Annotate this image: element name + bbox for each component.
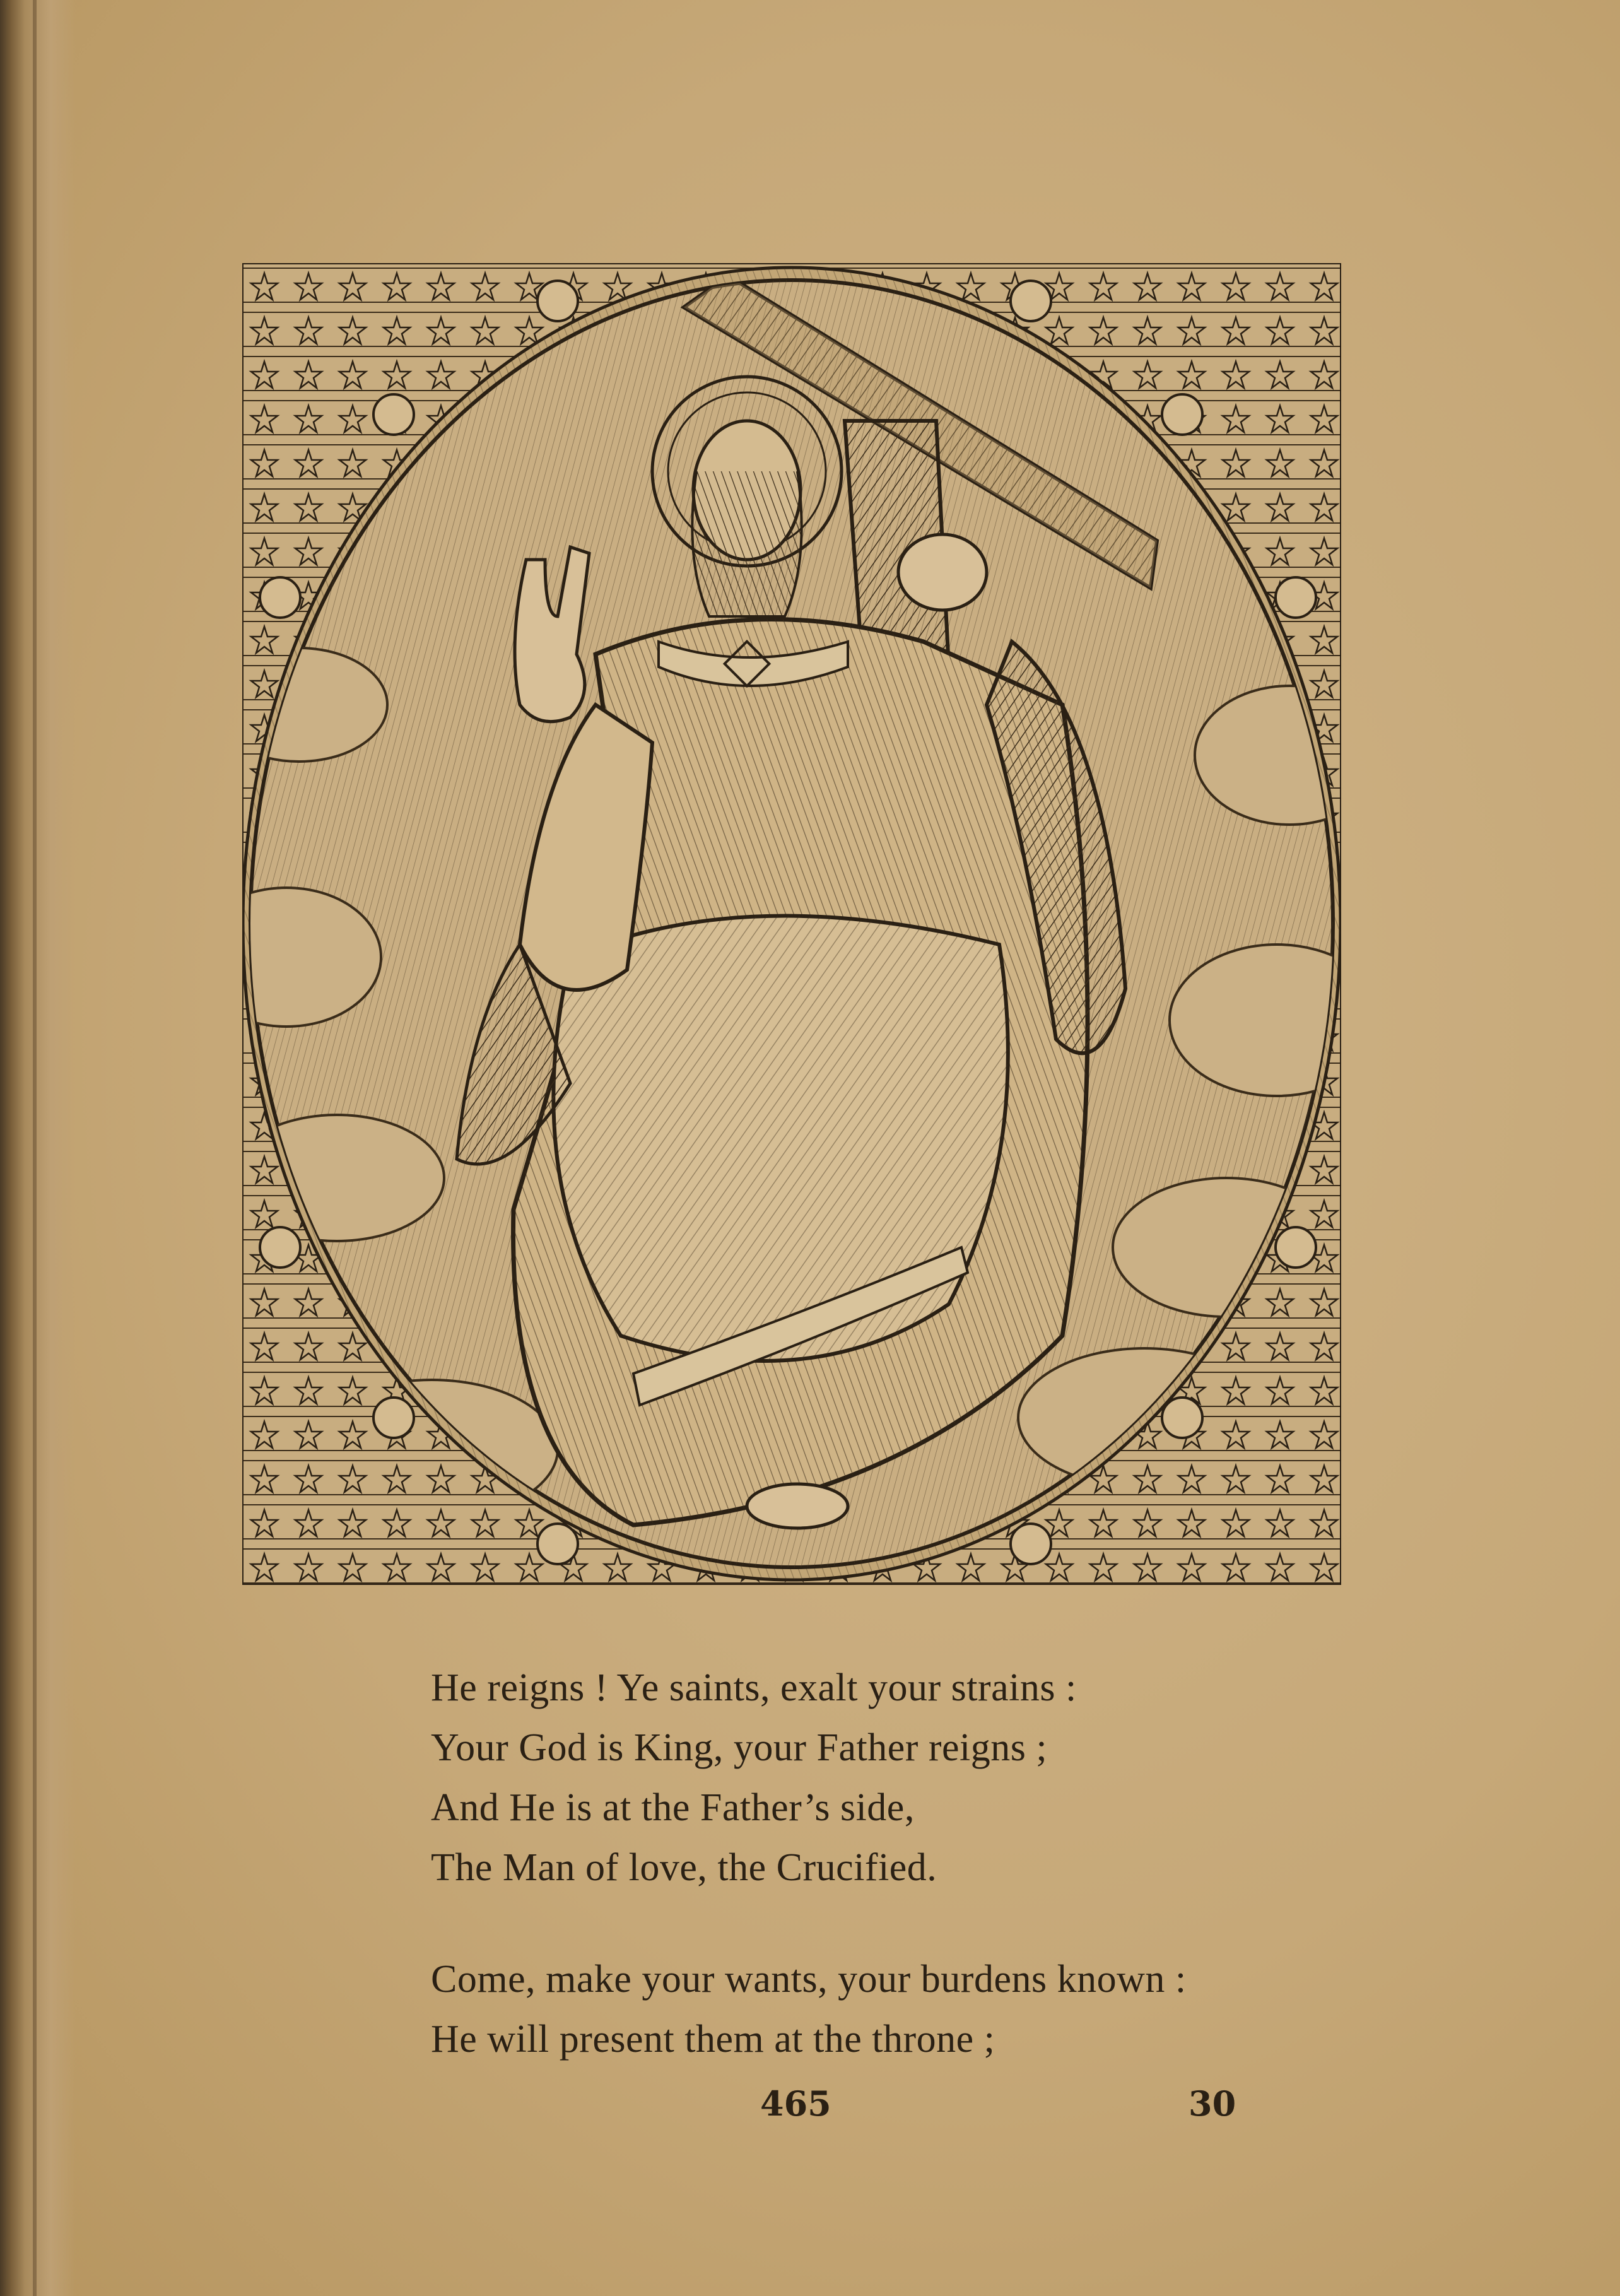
verse-line: Your God is King, your Father reigns ; (431, 1726, 1048, 1769)
verse-stanza-2 (431, 1950, 1314, 2069)
verse-line: He will present them at the throne ; (431, 2018, 995, 2061)
verse-stanza-1 (431, 1658, 1314, 1898)
verse-line: He reigns ! Ye saints, exalt your strains : (431, 1666, 1077, 1709)
verse-line: The Man of love, the Crucified. (431, 1846, 937, 1889)
book-spine-shadow (33, 0, 37, 2296)
verse-line: And He is at the Father’s side, (431, 1786, 915, 1829)
engraving-illustration (242, 263, 1341, 1585)
signature-mark: 30 (1189, 2083, 1236, 2124)
christ-enthroned-icon (242, 263, 1341, 1585)
verse-line: Come, make your wants, your burdens known : (431, 1958, 1187, 2001)
page-number: 465 (760, 2083, 831, 2124)
page-edge (0, 0, 76, 2296)
